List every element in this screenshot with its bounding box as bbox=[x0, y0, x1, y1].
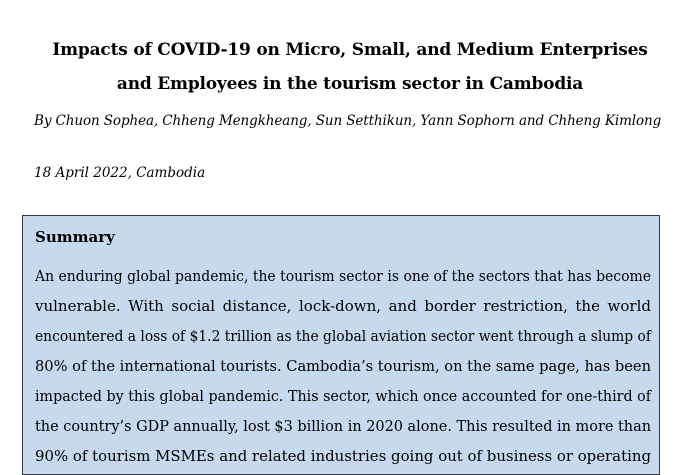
summary-line: 80% of the international tourists. Cambodia’s tourism, on the same page, has been bbox=[35, 357, 651, 375]
summary-line: An enduring global pandemic, the tourism sector is one of the sectors that has become bbox=[35, 267, 651, 285]
summary-body bbox=[35, 261, 651, 471]
summary-line: the country’s GDP annually, lost $3 billion in 2020 alone. This resulted in more than bbox=[35, 417, 651, 435]
paper-title bbox=[20, 33, 680, 101]
summary-line: encountered a loss of $1.2 trillion as the global aviation sector went through a slump of bbox=[35, 327, 651, 345]
paper-title-line-1: Impacts of COVID-19 on Micro, Small, and Medium Enterprises bbox=[52, 40, 648, 60]
summary-line: 90% of tourism MSMEs and related industries going out of business or operating bbox=[35, 447, 651, 465]
publication-date: 18 April 2022, Cambodia bbox=[34, 165, 206, 181]
summary-line: impacted by this global pandemic. This sector, which once accounted for one-third of bbox=[35, 387, 651, 405]
summary-heading: Summary bbox=[35, 228, 115, 246]
summary-line: vulnerable. With social distance, lock-down, and border restriction, the world bbox=[35, 297, 651, 315]
summary-box bbox=[22, 215, 660, 475]
paper-title-line-2: and Employees in the tourism sector in Cambodia bbox=[116, 74, 584, 94]
author-list: By Chuon Sophea, Chheng Mengkheang, Sun Setthikun, Yann Sophorn and Chheng Kimlong bbox=[34, 113, 662, 129]
